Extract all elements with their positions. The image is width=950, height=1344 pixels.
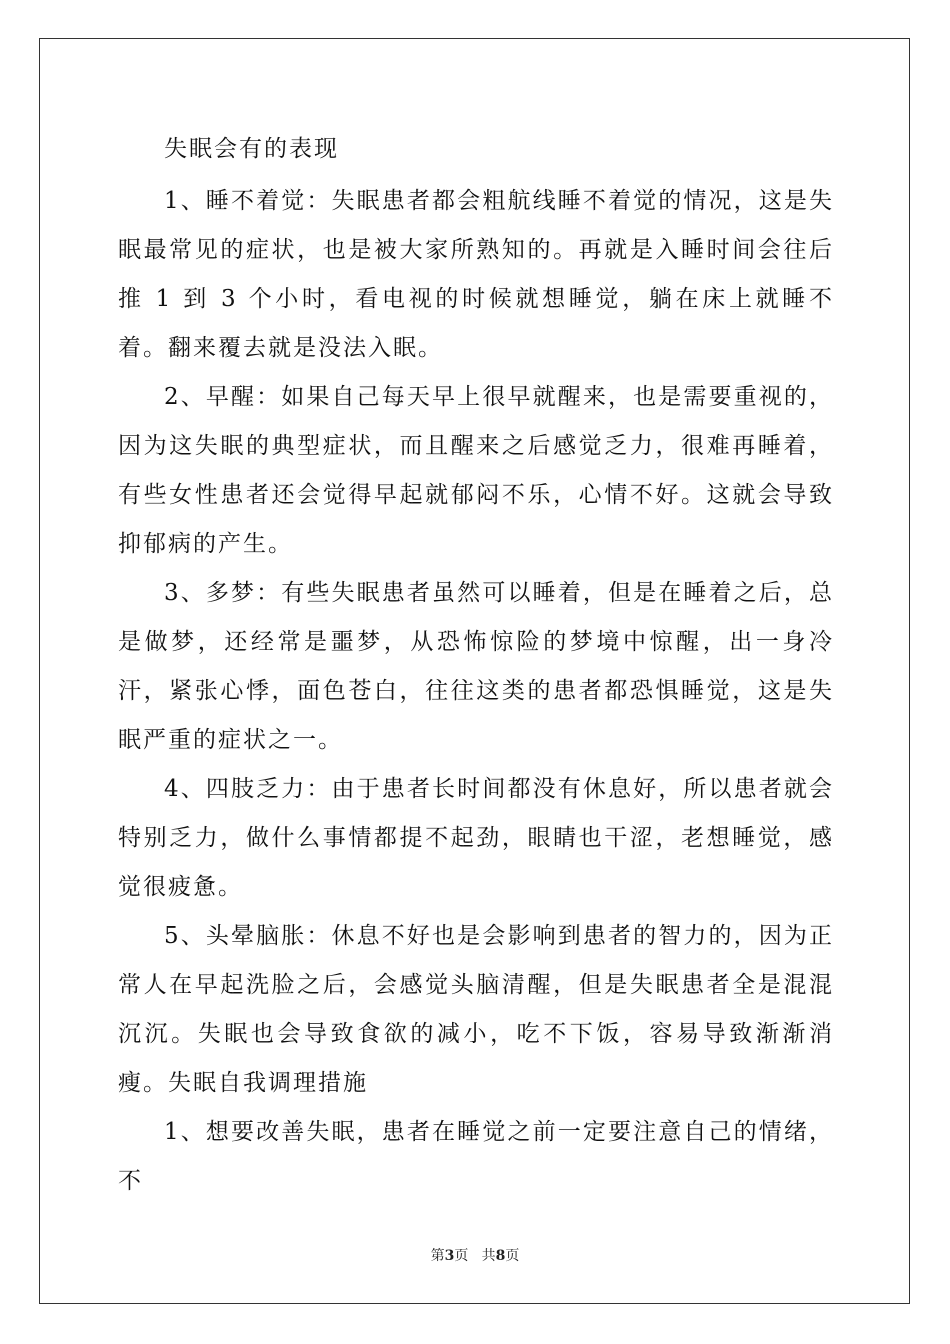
document-body xyxy=(118,128,834,1206)
paragraph-1: 1、睡不着觉：失眠患者都会粗航线睡不着觉的情况，这是失眠最常见的症状，也是被大家所熟知的。再就是入睡时间会往后推 1 到 3 个小时，看电视的时候就想睡觉，躺在床上就睡不着。翻来覆去就是没法入眠。 xyxy=(118,188,834,361)
footer-prefix: 第 xyxy=(430,1248,445,1264)
paragraph-6: 1、想要改善失眠，患者在睡觉之前一定要注意自己的情绪，不 xyxy=(118,1119,834,1194)
paragraph-3: 3、多梦：有些失眠患者虽然可以睡着，但是在睡着之后，总是做梦，还经常是噩梦，从恐怖惊险的梦境中惊醒，出一身冷汗，紧张心悸，面色苍白，往往这类的患者都恐惧睡觉，这是失眠严重的症状之一。 xyxy=(118,580,834,753)
section-title: 失眠会有的表现 xyxy=(164,136,339,162)
current-page-number: 3 xyxy=(444,1248,455,1264)
footer-total-prefix: 共 xyxy=(481,1248,496,1264)
paragraph-4: 4、四肢乏力：由于患者长时间都没有休息好，所以患者就会特别乏力，做什么事情都提不起劲，眼睛也干涩，老想睡觉，感觉很疲惫。 xyxy=(118,776,834,900)
footer-total-unit: 页 xyxy=(505,1248,520,1264)
paragraph-5: 5、头晕脑胀：休息不好也是会影响到患者的智力的，因为正常人在早起洗脸之后，会感觉头脑清醒，但是失眠患者全是混混沉沉。失眠也会导致食欲的减小，吃不下饭，容易导致渐渐消瘦。失眠自我调理措施 xyxy=(118,923,834,1096)
paragraph-2: 2、早醒：如果自己每天早上很早就醒来，也是需要重视的，因为这失眠的典型症状，而且醒来之后感觉乏力，很难再睡着，有些女性患者还会觉得早起就郁闷不乐，心情不好。这就会导致抑郁病的产生。 xyxy=(118,384,834,557)
footer-page-unit: 页 xyxy=(454,1248,469,1264)
total-page-number: 8 xyxy=(495,1248,506,1264)
page-footer xyxy=(0,1247,950,1265)
